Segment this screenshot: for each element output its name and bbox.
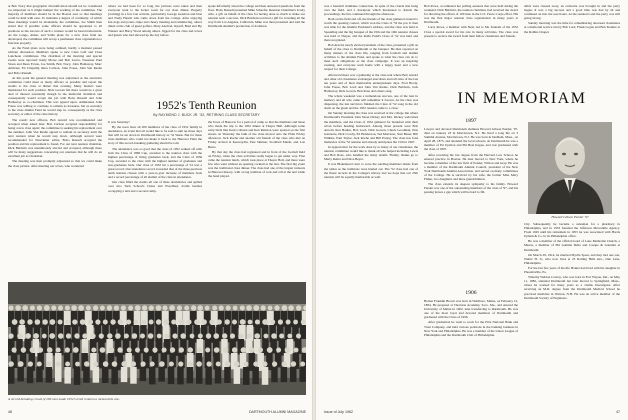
right-column-2-obituary-1906 bbox=[424, 299, 518, 404]
paragraph: City. Subsequently he became a salesman for a pharmacy in Philadelphia, and in 1933 founded the Jefferson Mercantile Agency. From 1945 until his retirement in 1955 he was associated with Harris Upham & Co. in its Philadelphia office. bbox=[524, 222, 620, 239]
right-column-2-obituary-1897 bbox=[424, 127, 518, 287]
paragraph: The class extends its deepest sympathy to his family. Howard Pender was one of the outstanding members of the class of '97, and his passing leaves a gap which will be hard to fill. bbox=[424, 182, 518, 195]
paragraph: Lawyer and devoted Dartmouth alumnus Howard Gibson Pender, '97, died on January 23 in Morristown, N.J. He lived a long life on 3 Summit Avenue, Morristown, N.J. He was born in Dedham, Mass., on April 28, 1875, and attended the local schools. At Dartmouth he was a member of Psi Upsilon and Phi Beta Kappa, and was graduated with the class of 1897. bbox=[424, 127, 518, 152]
class-group-photo bbox=[8, 282, 306, 395]
in-memoriam-heading: IN MEMORIAM bbox=[457, 90, 587, 107]
paragraph: After receiving his law degree from the Harvard Law School, he entered practice in Boston. He later moved to New York, where he became a member of the law firm of Pender, Wilson and Gray. He was a member of the Dartmouth Alumni Council, president of the New York Dartmouth Alumni Association, and served on many committees of the College. He is survived by his wife, the former Miss Mary Fisher, two daughters and three grandchildren. bbox=[424, 152, 518, 182]
page-number: 46 bbox=[8, 410, 12, 414]
paragraph: He was a member of the official board of Lane Methodist Church, a Mason, a member of Phi Gamma Delta and Casque & Gauntlet at Dartmouth. bbox=[524, 239, 620, 252]
right-folio bbox=[324, 410, 620, 414]
paragraph: where we had been for so long, the pictures were taken and then everyone went to the locker room for our class dinner. Hogerty (coming) in a few late arrivals, particularly George Gendron and Don and Trudy Hewitt who came down from the cottage. After enjoying fun dogs and potato chips and cheery meeting and reminiscing, others dined at the club of guest golfers, Mary Axelrod, myself, Brad and Pip Wanzer and Harry Wood among others. Jigged for the class and wives and guests who had showed up the day before. bbox=[108, 4, 202, 37]
photo-caption: A record-breaking crowd of 206 men made 1952's tenth reunion a memorable one. bbox=[8, 397, 120, 401]
paragraph: The meeting was then promptly adjourned so that we could make the class picture. After meeting our wives, who wondered bbox=[8, 159, 102, 168]
paragraph: at Bob Tracy that geographic diversification should not be considered too important as it might hamper the working of the committee. The majority of members should be in the Boston area so that meetings could be held with ease. To maintain a degree of continuity, of which these meetings would be invaluable, the committee, Joe Smith then stated that if possible some officers should be appointed to all positions as the success of such a venture would be heard nationwide. As the Lange, Alden, and Sabin plans for a new class fund are developed, the committee will set up a permanent class organization to function properly. bbox=[8, 4, 102, 45]
paragraph: Afterward there was a gathering at the class tent where Bob Arnold and other old classmates exchanged anecdotes and tall tales of the last ten years and of their memorable undergraduate days. Fred Brody, John Fouse, Bob Loeb and John Van Raalte, Dick Baldwin, Jack Hathaway, Dick Gowen, Bob Rose and others sang. bbox=[324, 72, 418, 93]
left-column-3-article bbox=[208, 120, 305, 276]
paragraph: In appreciation for the work done by so many of our classmates, the reunion committee would like to thank all who helped including Lewis and Bob Rose, who handled the many details. Finally, thanks go to Marty Reiter and Dave Beyer. bbox=[324, 145, 418, 162]
magazine-name: DARTMOUTH ALUMNI MAGAZINE bbox=[248, 410, 306, 414]
paragraph: Larry Rowe, a member with Neal, led to Mr. Tennant of the 1952 Class a special award for his role in many activities. The class was present to receive the award from their fellow classmates and friends. bbox=[424, 25, 518, 38]
paragraph: Bob Rowe, coordinated her polling sessions that were held during the weekend. Dick Baldwin, the reunion chairman, had received the award for directing the efforts of 100 men in the U.S. Peace Corps effort. His was the first major reunion class organization in many years at Dartmouth. bbox=[424, 4, 518, 25]
right-column-2-top bbox=[424, 4, 518, 83]
paragraph: The whole weekend was a tremendous success, one of the best in memory and all who came will remember it forever. As the class was dispersing, the last survivors finished the Class of '52 song in the old dorm on the green and the 1952 reunion came to a close. bbox=[324, 93, 418, 111]
paragraph: Both on the field and off, the friends of the class gathered around to watch the opening contest, which won the Class of '52 the pot. It then was time for the Alumni President's address, and the class was held at Spaulding and the big banquet of the 25th and the 10th reunion classes was held at Thayer, and the Rolfe Fund's Class of '52 was held and then recognized. bbox=[324, 17, 418, 42]
portrait-caption: Howard Gibson Pender '97 bbox=[551, 215, 589, 219]
paragraph: was a baseball clambake connection. In spite of the clouds that hung over the field, and a downpour which threatened to drench the proceedings, the fun continued through the afternoon. bbox=[324, 4, 418, 17]
portrait-photo bbox=[528, 122, 612, 214]
paragraph: At this point the general meeting was adjourned as the executive committee could meet as many officers as possible and report the results to the class at dinner that evening. Many matters were mentioned for each position. Dick Gowen felt there would be a great deal of interest eventually though in the memorial chairman and consequently would accept the job with Bobo Russell and John Hathaway as co-chairmen. This was agreed upon. Admiralsen John Fouse was willing to continue to remain as treasurer, but as secretary to the class alumni Fund he would step in, consequently as the class secretary or editor of the class history. bbox=[8, 75, 102, 117]
right-page bbox=[316, 0, 628, 420]
paragraph: On March 29, 1914, he married Myrtle Spear, and they had one son, Walter H. Jr., who now lives at 23 Rolling Hills Ave., Oak Lane, Philadelphia. bbox=[524, 252, 620, 265]
left-column-1 bbox=[8, 4, 102, 276]
paragraph: It was Blakemore's turn to wave the sandbag members inside from the tables as the traditions were hauled out. The '52 class had one of the finest records in the College's history and we hope that our 25th reunion will be equally memorable as well. bbox=[324, 162, 418, 179]
paragraph: As the Fund plans were being outlined, hardly a moment passed without discussion. Members spoke to new Class Golf and Class Luncheon committees. The chairman of the morning and special events were reported: Kelly Morse and Bob Lewis, Treasurer Paul Sloan and Dean Evans, Joe Smith, Bob Tracy, John Hathaway, Marc Ambrust, Ed Cinquilly, Russ Carlson, John Fouse, John Van Raalte and Bobo Russell. bbox=[8, 45, 102, 75]
paragraph: Homer Franklin Brown was born in Waldboro, Maine, on February 12, 1884. He prepared at Thornton Academy, Saco, Me., and entered the University of Maine in 1902, later transferring to Dartmouth. He was one of the most loyal and devoted members of Dartmouth and graduated with the Class of 1906. bbox=[424, 299, 518, 320]
left-page bbox=[0, 0, 312, 420]
portrait-illustration bbox=[528, 122, 612, 214]
left-column-2-top bbox=[108, 4, 202, 99]
paragraph: spoke informally about the college and then answered questions from the floor. Bobo Russell presented Mike Schaefer, Reunion Chairman's lovely wife, a gift on behalf of the class for having done so much to make our reunion such a success. Dick Baldwin received a gift for traveling all the way from Los Angeles, California. Mike was then presented and said the Dartmouth Alumni's production of Al Ahern. bbox=[208, 4, 305, 29]
issue-date: Issue of July 1962 bbox=[324, 410, 353, 414]
paragraph: the Town of Hanover for a period of camp so that the members and those who made the trip to the 1952 dinner at Thayer Hall. Although some early birds like Kent Colburn and Ken Remson were spotted on the first streets on Thursday the bulk of the class moved onto the Plain Friday afternoon. Jack Roche and another old friends of the class who met on Friday arrived at Keewaydin, Pete Skinner, Stoddard Marsh, and Lou Beers. bbox=[208, 120, 305, 149]
crowd-photo-illustration bbox=[8, 282, 306, 395]
page-number: 47 bbox=[616, 410, 620, 414]
paragraph: After graduation he went to work for the First National Bank and Trust Company, and held various positions in the banking business in New York and Philadelphia. He was a member of the Union League of Philadelphia and the Dartmouth Club of Philadelphia. bbox=[424, 320, 518, 337]
right-column-1 bbox=[324, 4, 418, 404]
left-folio bbox=[8, 410, 306, 414]
paragraph: It was Saturday! bbox=[108, 120, 130, 124]
class-year-1906: 1906 bbox=[465, 290, 477, 296]
paragraph: Timothy Weldon Conroy, who was born in Fort Wayne, Ind., on May 11, 1882, attended Dartmouth but later moved to Springfield, Mass., where he worked for many years as a claims investigator. After receiving an M.D. degree from the Dartmouth Medical School he practiced medicine in Warren, N.H. He was an active member of the Dartmouth Society of Engineers. bbox=[524, 275, 620, 300]
paragraph: On Sunday morning the class was received at the college Inn where Dartmouth's President John Sloan Dickey and Mrs. Dickey welcomed the members, and the Class of 1952 gathered for breakfast with their wives before heading homeward. Among those present were Bob Arnold, Ron Barker, Bob Loeb, Dick Gowen, Chuck Goodman, Pete Jeannotte, Dick Crosby, Ed Henderson, Ted Morrison, Stan Bauer, Bill Wilkins, Paul Taylor, Jack Roche and Bill Ewing. The class has fond memories of the '52 reunion and already anticipates the 15th in 1967. bbox=[324, 111, 418, 144]
article-header bbox=[108, 100, 305, 118]
left-column-3-top bbox=[208, 4, 305, 99]
paragraph: alibis were cleared away, an orchestra was brought in and the party began. It was a big success and a good time was had by all and continued on into the wee hours. At the reunion's end the party was still going strong. bbox=[524, 4, 620, 21]
paragraph: By the noon hour all 200 members of the class of 1952 family in attendance, an event that all would like to be said to sum up those days that will be set down in Dartmouth history as '52 Week. But for these class members who could not make it back to the Hanover Plain the story of this record-breaking gathering should be told. bbox=[108, 125, 202, 146]
paragraph: Sunday morning was the time for remembering deceased classmates at a memorial service run by Bob Lord, Frank Logan and Bob Kramer at the Rollins Chapel. bbox=[524, 21, 620, 34]
paragraph: Our class filled the dorms all one of three dormitories and spilled over into Tuck School's Chase and Woodbury dorms besides occupying a tent and a second camp. bbox=[108, 180, 202, 193]
paragraph: The result: new officers, Bob Arnold was recommended and accepted when asked later. Bob Carlson accepted responsibility for being a new class agent; the committee is seeking his replacement over the summer. John Van Raalte agreed to remain as secretary until the next reunion when he would step down. Although several were recommended for Newsletter editor, Bobo Russell accepted the position and his replacement is found. For our next reunion chairman, Dick Baldwin was unanimously elected and accepted, although there will be many suggestions concerning our reunions that he will do an excellent job as Chairman. bbox=[8, 117, 102, 159]
left-column-2-article bbox=[108, 120, 202, 276]
paragraph: The attendance was so good that the class of 1952 walked off with both the Class of 1896 Cup, awarded to the reunion class with the highest percentage of living graduates back, and the Class of 1936 Cup, awarded to the class with the highest number of graduates and non-graduates back. Our class of 1952 hit a percentage of 54 was a great record. Our attendance record exceeded that of the three previous tenth reunion classes with a year-to-year increase of members back and a record percentage of all alumni of the class in attendance. bbox=[108, 146, 202, 180]
right-column-3-top bbox=[524, 4, 620, 83]
paragraph: For the last few years of his life Homer had lived with his daughter in Phoenixville, Pa. bbox=[524, 265, 620, 275]
paragraph: Bob Arnold, newly elected president of the class, presented a gift on behalf of the class to Dartmouth at the banquet. He then reported on many matters of the class life, ranging from football and alumni activities to the Alumni Fund, and spoke to what the class can do to meet such obligations as the class campaign. It was an inspiring evening, and everyone went home with a happy heart and a new respect for their College. bbox=[324, 42, 418, 72]
article-byline: By RAYMOND J. BUCK JR. '52, RETIRING CLASS SECRETARY bbox=[153, 113, 260, 117]
right-column-3-obituary bbox=[524, 222, 620, 404]
article-title: 1952's Tenth Reunion bbox=[156, 100, 257, 112]
paragraph: By that day the class had registered and in front of the football field on Friday, when the class activities really began to get under way. First came the reunion lunch, which took place at Thayer Hall, and there were few who went without an opening cocktail at the tent. The first big event was the traditional class dinner. The class had one of the largest turnouts in Hanover history, with a long tradition of rock and roll at the tent while the band played. bbox=[208, 149, 305, 179]
class-year-1897: 1897 bbox=[465, 118, 477, 124]
